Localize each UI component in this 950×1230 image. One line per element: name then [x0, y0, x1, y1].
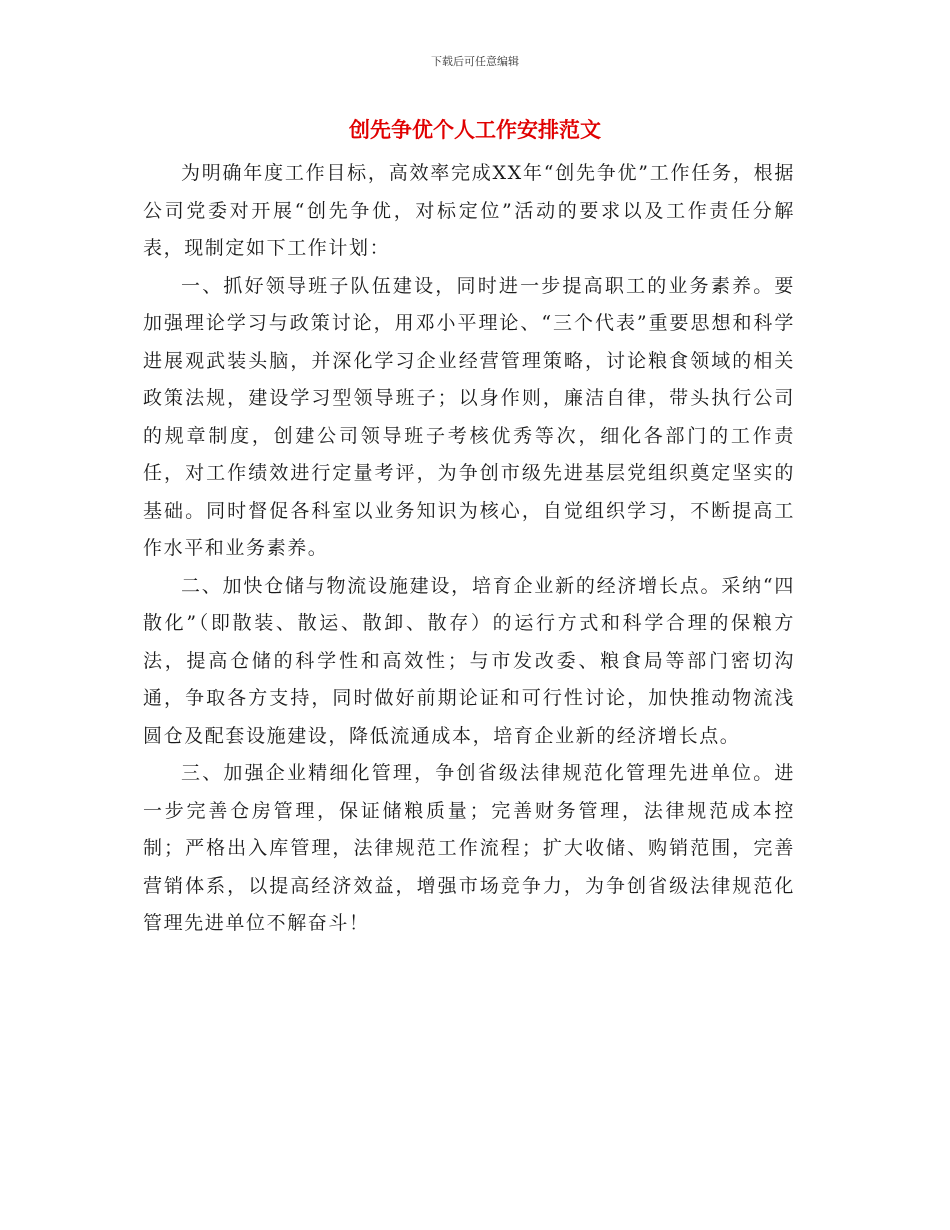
- page-header: 下载后可任意编辑: [431, 55, 519, 68]
- document-body: [143, 155, 795, 943]
- document-title: 创先争优个人工作安排范文: [349, 118, 601, 142]
- paragraph-intro: 为明确年度工作目标，高效率完成XX年“创先争优”工作任务，根据公司党委对开展“创先争优，对标定位”活动的要求以及工作责任分解表，现制定如下工作计划：: [143, 162, 795, 259]
- paragraph-section-1: 一、抓好领导班子队伍建设，同时进一步提高职工的业务素养。要加强理论学习与政策讨论，用邓小平理论、“三个代表”重要思想和科学进展观武装头脑，并深化学习企业经营管理策略，讨论粮食领域的相关政策法规，建设学习型领导班子；以身作则，廉洁自律，带头执行公司的规章制度，创建公司领导班子考核优秀等次，细化各部门的工作责任，对工作绩效进行定量考评，为争创市级先进基层党组织奠定坚实的基础。同时督促各科室以业务知识为核心，自觉组织学习，不断提高工作水平和业务素养。: [143, 274, 795, 559]
- paragraph-section-3: 三、加强企业精细化管理，争创省级法律规范化管理先进单位。进一步完善仓房管理，保证储粮质量；完善财务管理，法律规范成本控制；严格出入库管理，法律规范工作流程；扩大收储、购销范围，完善营销体系，以提高经济效益，增强市场竞争力，为争创省级法律规范化管理先进单位不解奋斗！: [143, 762, 795, 934]
- paragraph-section-2: 二、加快仓储与物流设施建设，培育企业新的经济增长点。采纳“四散化”（即散装、散运、散卸、散存）的运行方式和科学合理的保粮方法，提高仓储的科学性和高效性；与市发改委、粮食局等部门密切沟通，争取各方支持，同时做好前期论证和可行性讨论，加快推动物流浅圆仓及配套设施建设，降低流通成本，培育企业新的经济增长点。: [143, 574, 795, 747]
